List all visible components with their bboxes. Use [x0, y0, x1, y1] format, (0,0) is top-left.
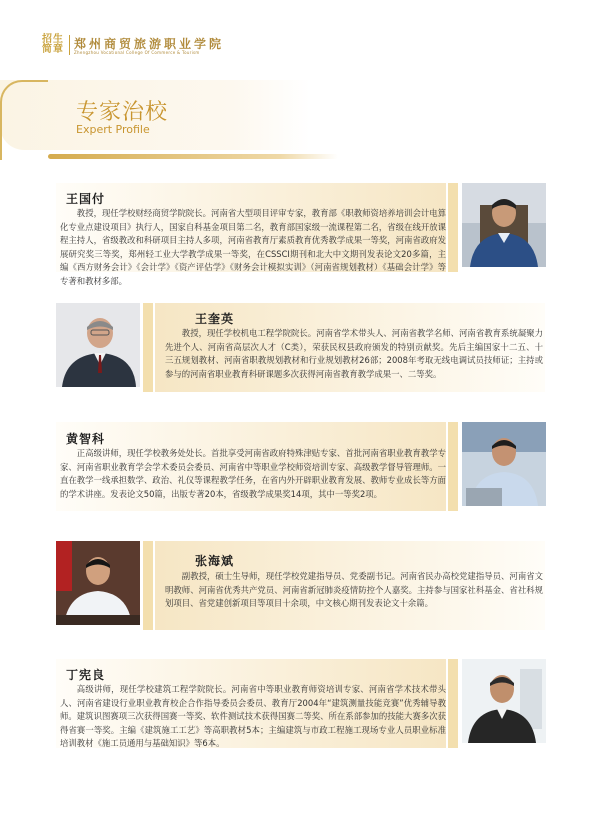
expert-bio: 高级讲师，现任学校建筑工程学院院长。河南省中等职业教育师资培训专家、河南省学术技术带头人、河南省建设行业职业教育校企合作指导委员会委员、教育厅2004年“建筑测量技能竞赛”优秀辅导教师。建筑识图赛项三次获得国赛一等奖、软件测试技术获得国赛二等奖、所在系部参加的技能大赛多次获得省赛一等奖。主编《建筑施工工艺》等高职教材5本；主编建筑与市政工程施工现场专业人员职业标准培训教材《施工员通用与基础知识》等6本。	[60, 684, 446, 749]
expert-portrait-3	[462, 422, 546, 506]
card-accent-stripe	[448, 659, 458, 748]
expert-portrait-2	[56, 303, 140, 387]
expert-portrait-4	[56, 541, 140, 625]
portrait-icon	[56, 541, 140, 625]
portrait-icon	[462, 659, 546, 743]
expert-name: 王奎英	[195, 312, 235, 326]
expert-portrait-1	[462, 183, 546, 267]
page-header	[0, 0, 600, 60]
card-accent-stripe	[448, 422, 458, 511]
section-title: 专家治校	[76, 100, 169, 125]
brochure-tag-line1: 招生	[42, 34, 64, 45]
card-accent-stripe	[143, 303, 153, 392]
section-title-arc	[0, 80, 48, 160]
expert-name: 张海斌	[195, 554, 235, 568]
brochure-tag-line2: 简章	[42, 44, 64, 55]
section-subtitle: Expert Profile	[76, 123, 150, 136]
portrait-icon	[462, 183, 546, 267]
expert-name: 丁宪良	[66, 668, 106, 682]
portrait-icon	[462, 422, 546, 506]
brochure-tag	[42, 35, 64, 55]
header-divider	[69, 35, 70, 55]
section-title-underline	[48, 154, 338, 159]
expert-portrait-5	[462, 659, 546, 743]
portrait-icon	[56, 303, 140, 387]
expert-bio: 副教授，硕士生导师，现任学校党建指导员、党委副书记。河南省民办高校党建指导员、河南省文明教师、河南省优秀共产党员、河南省新冠肺炎疫情防控个人嘉奖。主持参与国家社科基金、省社科规划项目、省党建创新项目等项目十余项，中文核心期刊发表论文十余篇。	[165, 571, 543, 609]
expert-bio: 教授，现任学校机电工程学院院长。河南省学术带头人、河南省教学名师、河南省教育系统凝聚力先进个人、河南省高层次人才（C类），荣获民权县政府颁发的特别贡献奖。先后主编国家十二五、十三五规划教材、河南省职教规划教材和行业规划教材26部；2008年考取无线电调试员技师证；主持或参与的河南省职业教育科研课题多次获得河南省教育教学成果一、二等奖。	[165, 328, 543, 379]
expert-bio: 教授，现任学校财经商贸学院院长。河南省大型项目评审专家，教育部《职教师资培养培训会计电算化专业点建设项目》执行人，国家自科基金项目第二名，教育部国家级一流课程第二名，省级在线开放课程主持人，省级教改和科研项目主持人多项，河南省教育厅素质教育优秀教学成果一等奖，河南省政府发展研究奖三等奖，郑州轻工业大学教学成果一等奖，在CSSCI期刊和北大中文期刊发表论文20多篇，主编《西方财务会计》《会计学》《资产评估学》《财务会计模拟实训》（河南省规划教材）《基础会计学》等专著和教材多部。	[60, 208, 446, 286]
card-accent-stripe	[143, 541, 153, 630]
school-name-en: Zhengzhou Vocational College Of Commerce & Tourism	[74, 50, 200, 55]
card-accent-stripe	[448, 183, 458, 272]
expert-name: 黄智科	[66, 432, 106, 446]
school-name-cn: 郑州商贸旅游职业学院	[74, 37, 225, 51]
expert-bio: 正高级讲师，现任学校教务处处长。首批享受河南省政府特殊津贴专家、首批河南省职业教育教学专家、河南省职业教育学会学术委员会委员、河南省中等职业学校师资培训专家、高级教学督导管理师。一直在教学一线承担数学、政治、礼仪等课程教学任务，在省内外开辟职业教育发展、教师专业成长等方面的学术讲座。发表论文50篇，出版专著20本，省级教学成果奖14项，其中一等奖2项。	[60, 448, 446, 499]
expert-name: 王国付	[66, 192, 106, 206]
